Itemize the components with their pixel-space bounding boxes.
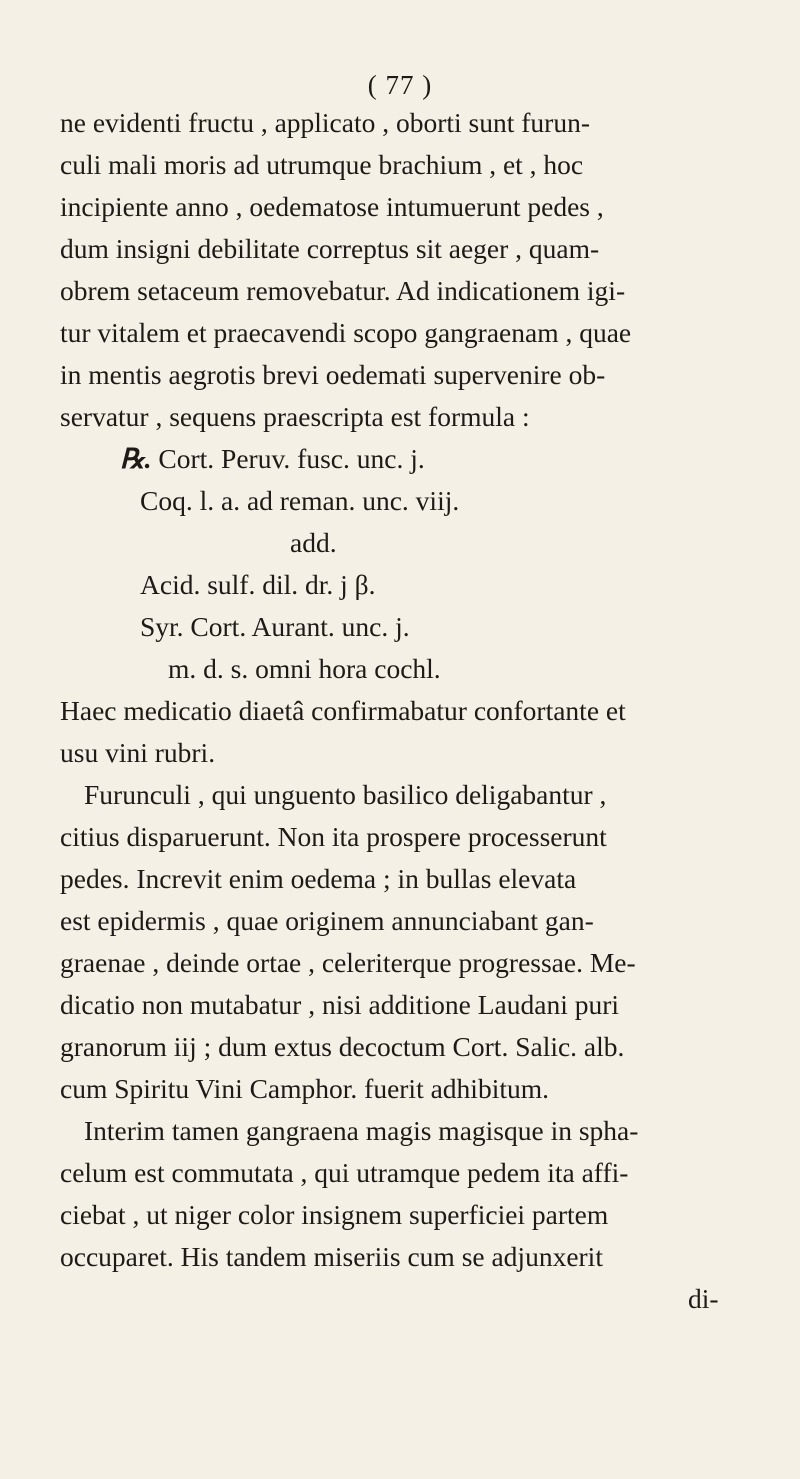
text-line: pedes. Increvit enim oedema ; in bullas elevata	[60, 863, 577, 894]
text-line: dicatio non mutabatur , nisi additione Laudani puri	[60, 989, 620, 1020]
text-line: granorum iij ; dum extus decoctum Cort. Salic. alb.	[60, 1031, 625, 1062]
text-line: celum est commutata , qui utramque pedem ita affi-	[60, 1157, 629, 1188]
prescription-text: Cort. Peruv. fusc. unc. j.	[158, 443, 425, 474]
text-line: ciebat , ut niger color insignem superficiei partem	[60, 1199, 609, 1230]
prescription-line: m. d. s. omni hora cochl.	[168, 653, 441, 684]
prescription-line: Coq. l. a. ad reman. unc. viij.	[140, 485, 460, 516]
prescription-line: add.	[290, 527, 337, 558]
text-line: in mentis aegrotis brevi oedemati supervenire ob-	[60, 359, 606, 390]
text-line: culi mali moris ad utrumque brachium , et , hoc	[60, 149, 584, 180]
text-line: Interim tamen gangraena magis magisque in spha-	[84, 1115, 639, 1146]
text-line: obrem setaceum removebatur. Ad indicationem igi-	[60, 275, 626, 306]
text-line: dum insigni debilitate correptus sit aeger , quam-	[60, 233, 600, 264]
text-line: tur vitalem et praecavendi scopo gangraenam , quae	[60, 317, 632, 348]
text-line: Furunculi , qui unguento basilico deligabantur ,	[84, 779, 607, 810]
text-line: cum Spiritu Vini Camphor. fuerit adhibitum.	[60, 1073, 549, 1104]
recipe-symbol: ℞.	[120, 443, 152, 474]
text-line: ne evidenti fructu , applicato , oborti sunt furun-	[60, 107, 590, 138]
text-line: citius disparuerunt. Non ita prospere processerunt	[60, 821, 607, 852]
page-number: ( 77 )	[367, 70, 433, 100]
prescription-line: Syr. Cort. Aurant. unc. j.	[140, 611, 410, 642]
prescription-line	[120, 442, 425, 476]
text-line: graenae , deinde ortae , celeriterque progressae. Me-	[60, 947, 636, 978]
prescription-line: Acid. sulf. dil. dr. j β.	[140, 569, 376, 600]
text-line: occuparet. His tandem miseriis cum se adjunxerit	[60, 1241, 603, 1272]
catchword: di-	[688, 1283, 719, 1314]
text-line: Haec medicatio diaetâ confirmabatur confortante et	[60, 695, 626, 726]
text-line: servatur , sequens praescripta est formula :	[60, 401, 530, 432]
text-line: incipiente anno , oedematose intumuerunt pedes ,	[60, 191, 604, 222]
text-line: est epidermis , quae originem annunciabant gan-	[60, 905, 594, 936]
text-line: usu vini rubri.	[60, 737, 216, 768]
